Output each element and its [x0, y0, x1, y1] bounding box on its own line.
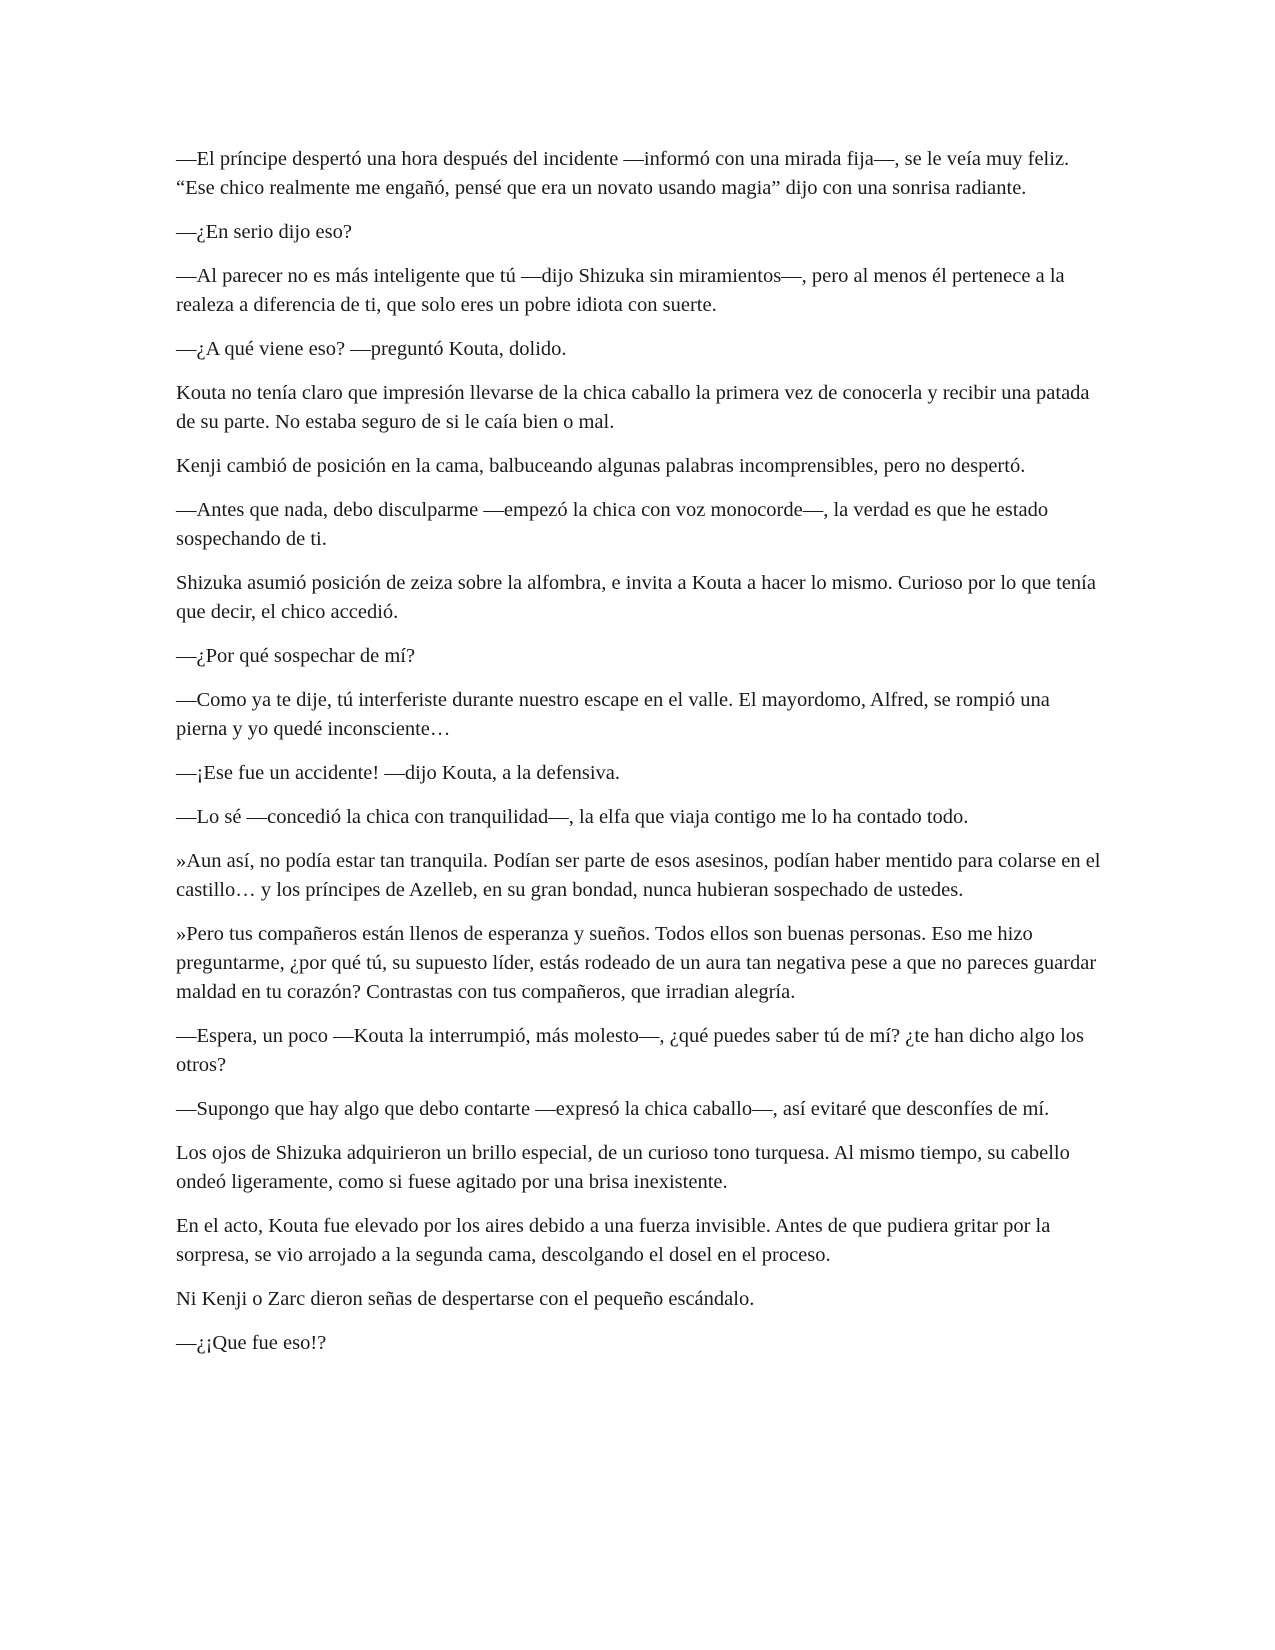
paragraph: —¿A qué viene eso? —preguntó Kouta, dolido. [176, 338, 567, 360]
paragraph: En el acto, Kouta fue elevado por los aires debido a una fuerza invisible. Antes de que pudiera gritar por la sorpresa, se vio arrojado a la segunda cama, descolgando el dosel en el proceso. [176, 1215, 1051, 1266]
paragraph: —Al parecer no es más inteligente que tú —dijo Shizuka sin miramientos—, pero al menos él pertenece a la realeza a diferencia de ti, que solo eres un pobre idiota con suerte. [176, 265, 1065, 316]
paragraph: —¡Ese fue un accidente! —dijo Kouta, a la defensiva. [176, 762, 620, 784]
paragraph: —El príncipe despertó una hora después del incidente —informó con una mirada fija—, se le veía muy feliz. “Ese chico realmente me engañó, pensé que era un novato usando magia” dijo con una sonrisa radiante. [176, 148, 1070, 199]
paragraph: —¿Por qué sospechar de mí? [176, 645, 416, 667]
paragraph: Los ojos de Shizuka adquirieron un brillo especial, de un curioso tono turquesa. Al mismo tiempo, su cabello ondeó ligeramente, como si fuese agitado por una brisa inexistente. [176, 1142, 1070, 1193]
paragraph: —Lo sé —concedió la chica con tranquilidad—, la elfa que viaja contigo me lo ha contado todo. [176, 806, 969, 828]
paragraph: —Espera, un poco —Kouta la interrumpió, más molesto—, ¿qué puedes saber tú de mí? ¿te han dicho algo los otros? [176, 1025, 1085, 1076]
paragraph: Ni Kenji o Zarc dieron señas de despertarse con el pequeño escándalo. [176, 1288, 755, 1310]
paragraph: —Como ya te dije, tú interferiste durante nuestro escape en el valle. El mayordomo, Alfred, se rompió una pierna y yo quedé inconsciente… [176, 689, 1050, 740]
paragraph: Kouta no tenía claro que impresión llevarse de la chica caballo la primera vez de conocerla y recibir una patada de su parte. No estaba seguro de si le caía bien o mal. [176, 382, 1090, 433]
paragraph: —Supongo que hay algo que debo contarte —expresó la chica caballo—, así evitaré que desconfíes de mí. [176, 1098, 1050, 1120]
paragraph: Kenji cambió de posición en la cama, balbuceando algunas palabras incomprensibles, pero no despertó. [176, 455, 1026, 477]
text-body [176, 145, 1101, 1373]
paragraph: Shizuka asumió posición de zeiza sobre la alfombra, e invita a Kouta a hacer lo mismo. Curioso por lo que tenía que decir, el chico accedió. [176, 572, 1096, 623]
paragraph: —¿En serio dijo eso? [176, 221, 352, 243]
paragraph: —Antes que nada, debo disculparme —empezó la chica con voz monocorde—, la verdad es que he estado sospechando de ti. [176, 499, 1049, 550]
paragraph: —¿¡Que fue eso!? [176, 1332, 327, 1354]
paragraph: »Pero tus compañeros están llenos de esperanza y sueños. Todos ellos son buenas personas. Eso me hizo preguntarme, ¿por qué tú, su supuesto líder, estás rodeado de un aura tan negativa pese a que no pareces guardar maldad en tu corazón? Contrastas con tus compañeros, que irradian alegría. [176, 923, 1097, 1003]
paragraph: »Aun así, no podía estar tan tranquila. Podían ser parte de esos asesinos, podían haber mentido para colarse en el castillo… y los príncipes de Azelleb, en su gran bondad, nunca hubieran sospechado de ustedes. [176, 850, 1101, 901]
